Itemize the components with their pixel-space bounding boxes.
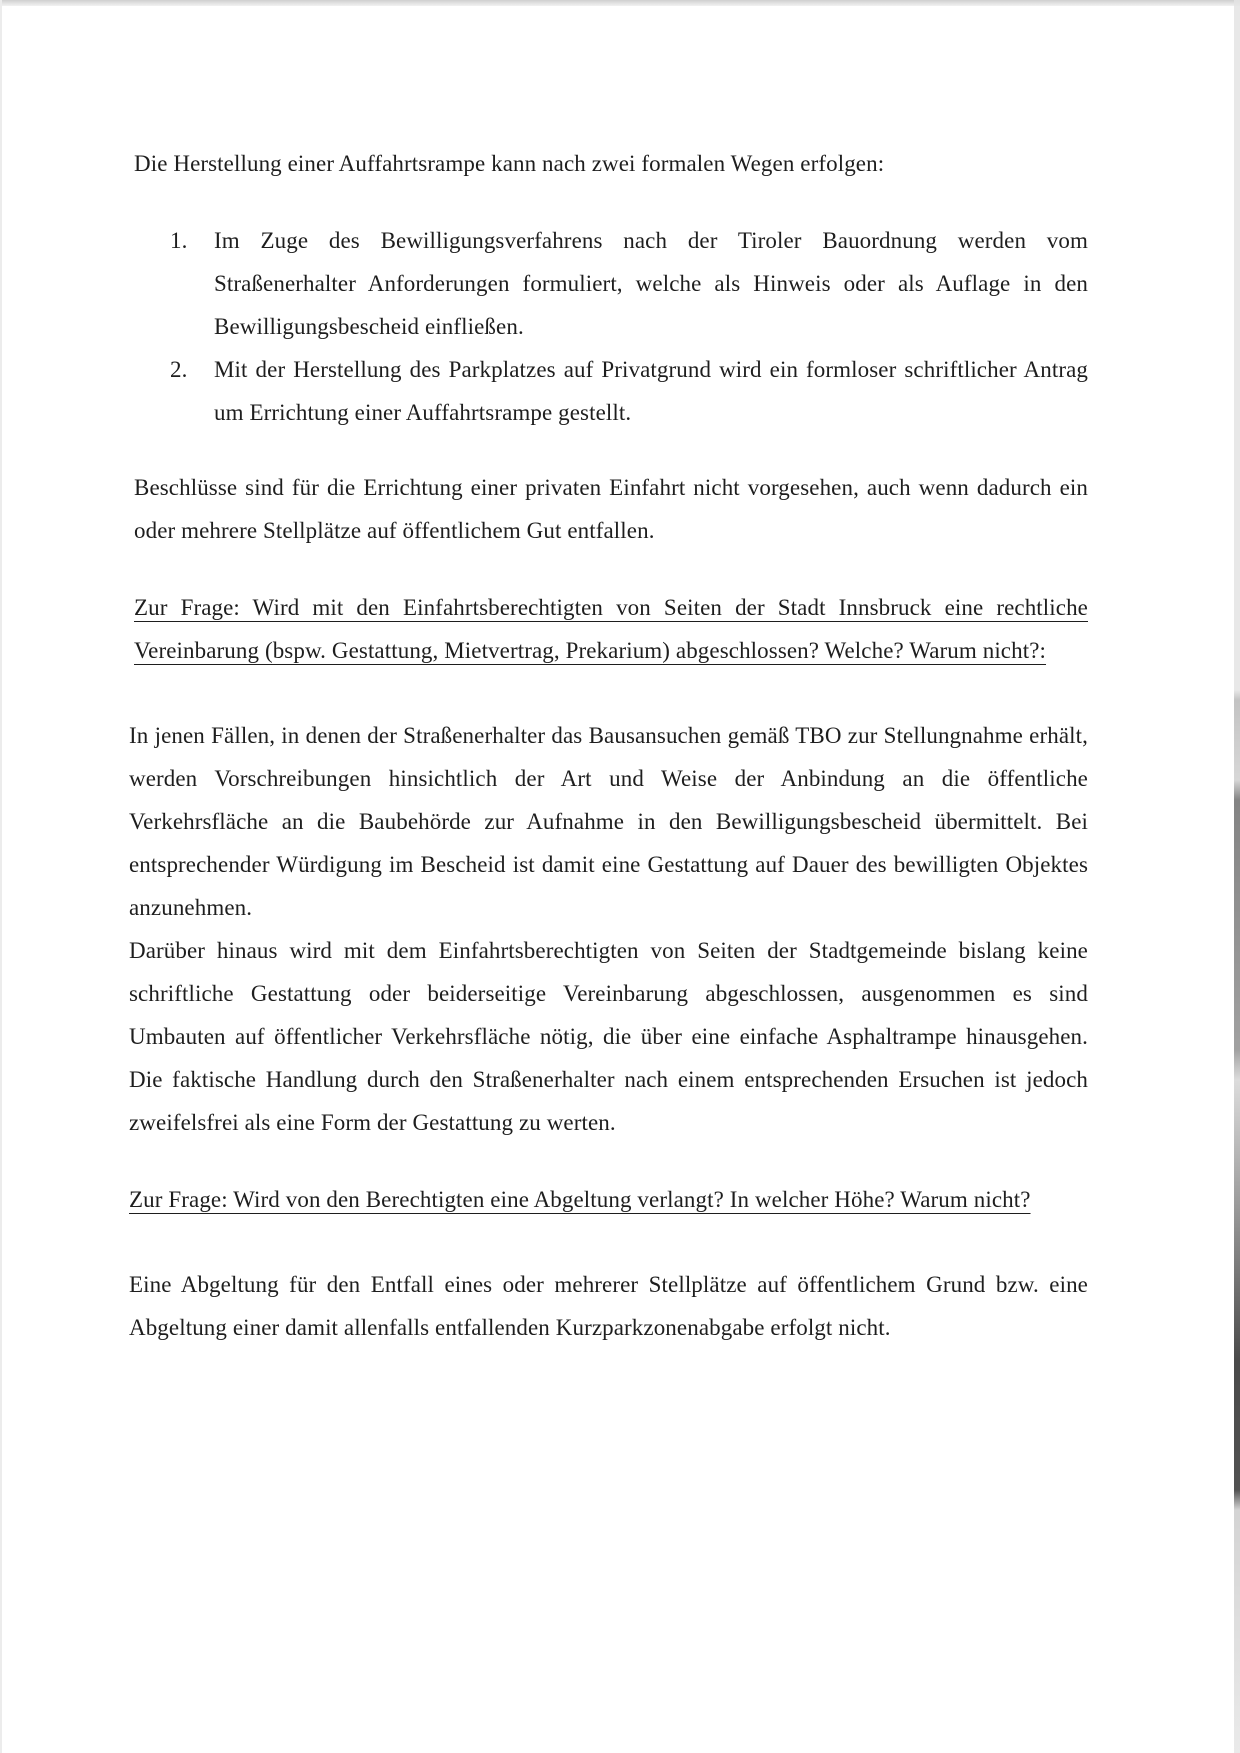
- answer-agreement-part-1: In jenen Fällen, in denen der Straßenerhalter das Bausansuchen gemäß TBO zur Stellungnahme erhält, werden Vorschreibungen hinsichtlich der Art und Weise der Anbindung an die öffentliche Verkehrsfläche an die Baubehörde zur Aufnahme in den Bewilligungsbescheid übermittelt. Bei entsprechender Würdigung im Bescheid ist damit eine Gestattung auf Dauer des bewilligten Objektes anzunehmen.: [129, 723, 1088, 920]
- list-item-text: Im Zuge des Bewilligungsverfahrens nach der Tiroler Bauordnung werden vom Straßenerhalter Anforderungen formuliert, welche als Hinweis oder als Auflage in den Bewilligungsbescheid einfließen.: [214, 228, 1088, 339]
- answer-compensation: Eine Abgeltung für den Entfall eines oder mehrerer Stellplätze auf öffentlichem Grund bzw. eine Abgeltung einer damit allenfalls entfallenden Kurzparkzonenabgabe erfolgt nicht.: [129, 1272, 1088, 1340]
- scan-edge-left: [0, 0, 2, 1753]
- answer-agreement-part-2: Darüber hinaus wird mit dem Einfahrtsberechtigten von Seiten der Stadtgemeinde bislang keine schriftliche Gestattung oder beiderseitige Vereinbarung abgeschlossen, ausgenommen es sind Umbauten auf öffentlicher Verkehrsfläche nötig, die über eine einfache Asphaltrampe hinausgehen. Die faktische Handlung durch den Straßenerhalter nach einem entsprechenden Ersuchen ist jedoch zweifelsfrei als eine Form der Gestattung zu werten.: [129, 938, 1088, 1135]
- scan-edge-right: [1234, 0, 1240, 1753]
- document-page: [129, 142, 1088, 1349]
- question-heading-agreement: Zur Frage: Wird mit den Einfahrtsberechtigten von Seiten der Stadt Innsbruck eine rechtliche Vereinbarung (bspw. Gestattung, Mietvertrag, Prekarium) abgeschlossen? Welche? Warum nicht?:: [134, 595, 1088, 663]
- list-item: [134, 348, 1088, 434]
- procedure-list: [134, 219, 1088, 434]
- list-item-text: Mit der Herstellung des Parkplatzes auf Privatgrund wird ein formloser schriftlicher Antrag um Errichtung einer Auffahrtsrampe gestellt.: [214, 357, 1088, 425]
- list-item-number: 2.: [170, 357, 188, 382]
- list-item-number: 1.: [170, 228, 188, 253]
- intro-paragraph: Die Herstellung einer Auffahrtsrampe kann nach zwei formalen Wegen erfolgen:: [134, 151, 885, 176]
- paragraph-beschluesse: Beschlüsse sind für die Errichtung einer privaten Einfahrt nicht vorgesehen, auch wenn dadurch ein oder mehrere Stellplätze auf öffentlichem Gut entfallen.: [134, 475, 1088, 543]
- list-item: [134, 219, 1088, 348]
- scan-edge-top: [0, 0, 1240, 6]
- question-heading-compensation: Zur Frage: Wird von den Berechtigten eine Abgeltung verlangt? In welcher Höhe? Warum nicht?: [129, 1187, 1031, 1212]
